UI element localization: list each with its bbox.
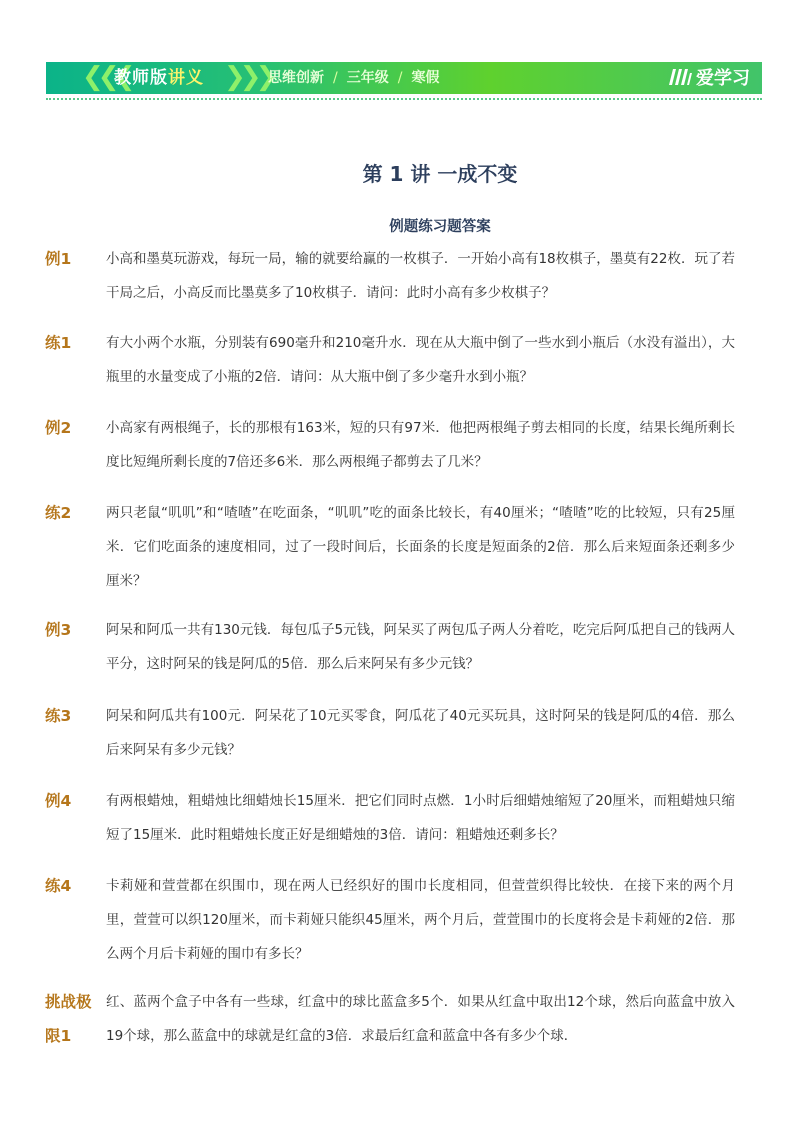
problem-label: 例4	[45, 792, 72, 810]
problem-text: 两只老鼠“叽叽”和“喳喳”在吃面条，“叽叽”吃的面条比较长，有40厘米；“喳喳”吃的比较短，只有25厘米．它们吃面条的速度相同，过了一段时间后，长面条的长度是短面条的2倍．那么后来短面条还剩多少厘米？	[106, 505, 735, 589]
problem-label: 练3	[45, 707, 72, 725]
breadcrumb-item: 思维创新	[268, 70, 324, 86]
problem-item	[45, 699, 735, 767]
problem-item	[45, 242, 735, 310]
breadcrumb-separator: /	[333, 70, 338, 86]
brand-name: 爱学习	[696, 68, 750, 89]
breadcrumb	[268, 62, 439, 94]
brand-mark-icon	[668, 67, 692, 87]
problem-label: 挑战极限1	[45, 993, 92, 1045]
brand-logo	[668, 62, 750, 94]
problem-label: 例3	[45, 621, 72, 639]
problem-item	[45, 869, 735, 971]
problem-item	[45, 613, 735, 681]
page-title: 第 1 讲 一成不变	[362, 162, 518, 186]
problem-text: 卡莉娅和萱萱都在织围巾，现在两人已经织好的围巾长度相同，但萱萱织得比较快．在接下来的两个月里，萱萱可以织120厘米，而卡莉娅只能织45厘米，两个月后，萱萱围巾的长度将会是卡莉娅的2倍．那么两个月后卡莉娅的围巾有多长？	[106, 878, 735, 962]
edition-badge-part1: 教师版	[114, 68, 168, 88]
problem-item	[45, 411, 735, 479]
problem-text: 阿呆和阿瓜一共有130元钱．每包瓜子5元钱，阿呆买了两包瓜子两人分着吃，吃完后阿瓜把自己的钱两人平分，这时阿呆的钱是阿瓜的5倍．那么后来阿呆有多少元钱？	[106, 622, 735, 672]
breadcrumb-separator: /	[397, 70, 403, 86]
problem-item	[45, 496, 735, 598]
edition-badge-part2: 讲义	[168, 68, 204, 88]
problem-item	[45, 326, 735, 394]
problem-item	[45, 985, 735, 1053]
problem-label: 练1	[45, 334, 72, 352]
problem-label: 练2	[45, 504, 72, 522]
double-chevron-right-icon: ❯❯❯	[224, 62, 272, 92]
breadcrumb-item: 三年级	[346, 70, 389, 86]
header-divider	[46, 98, 762, 100]
problem-item	[45, 784, 735, 852]
problem-text: 小高和墨莫玩游戏，每玩一局，输的就要给赢的一枚棋子．一开始小高有18枚棋子，墨莫有22枚．玩了若干局之后，小高反而比墨莫多了10枚棋子．请问：此时小高有多少枚棋子？	[106, 251, 735, 301]
header-banner	[46, 62, 762, 94]
page-subtitle: 例题练习题答案	[389, 219, 491, 235]
problem-text: 小高家有两根绳子，长的那根有163米，短的只有97米．他把两根绳子剪去相同的长度，结果长绳所剩长度比短绳所剩长度的7倍还多6米．那么两根绳子都剪去了几米？	[106, 420, 735, 470]
problem-label: 例1	[45, 250, 72, 268]
problem-text: 阿呆和阿瓜共有100元．阿呆花了10元买零食，阿瓜花了40元买玩具，这时阿呆的钱是阿瓜的4倍．那么后来阿呆有多少元钱？	[106, 708, 735, 758]
problem-text: 有两根蜡烛，粗蜡烛比细蜡烛长15厘米．把它们同时点燃．1小时后细蜡烛缩短了20厘米，而粗蜡烛只缩短了15厘米．此时粗蜡烛长度正好是细蜡烛的3倍．请问：粗蜡烛还剩多长？	[106, 793, 735, 843]
problem-text: 有大小两个水瓶，分别装有690毫升和210毫升水．现在从大瓶中倒了一些水到小瓶后（水没有溢出），大瓶里的水量变成了小瓶的2倍．请问：从大瓶中倒了多少毫升水到小瓶？	[106, 335, 735, 385]
breadcrumb-item: 寒假	[411, 70, 440, 86]
problem-label: 例2	[45, 419, 72, 437]
problem-text: 红、蓝两个盒子中各有一些球，红盒中的球比蓝盒多5个．如果从红盒中取出12个球，然后向蓝盒中放入19个球，那么蓝盒中的球就是红盒的3倍．求最后红盒和蓝盒中各有多少个球．	[106, 994, 735, 1044]
problem-label: 练4	[45, 877, 72, 895]
edition-badge	[114, 62, 204, 94]
double-chevron-left-icon: ❮❮❮	[82, 62, 130, 92]
